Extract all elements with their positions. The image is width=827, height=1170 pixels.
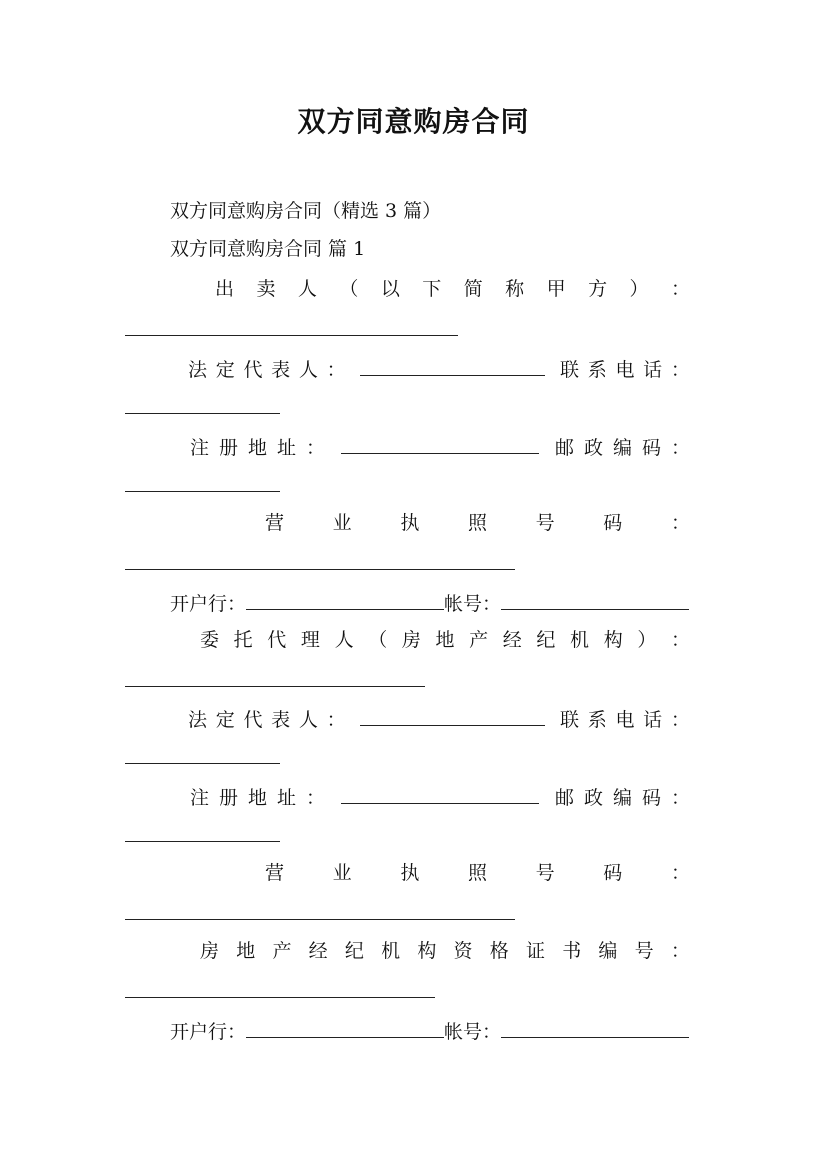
seller-heading [215,280,690,299]
text-char: 机 [381,940,401,962]
text-char: 系 [587,709,607,731]
text-char: 简 [463,278,483,300]
agent-account-blank[interactable] [501,1020,689,1038]
agent-bank-label: 开户行： [170,1021,247,1043]
text-char: ： [670,629,690,651]
text-char: 码 [641,437,661,459]
agent-qualification-blank[interactable] [125,997,435,998]
seller-phone-blank[interactable] [125,413,280,414]
text-char: 表 [271,709,291,731]
text-char: ： [670,787,690,809]
text-char: 号 [535,862,555,884]
agent-heading [200,631,690,650]
text-char: 人 [334,629,354,651]
agent-name-blank[interactable] [125,686,425,687]
text-char: 纪 [536,629,556,651]
text-char: 称 [505,278,525,300]
seller-bank-row [170,592,689,614]
text-char: 号 [634,940,654,962]
document-title: 双方同意购房合同 [297,105,530,138]
agent-bank-row [170,1020,689,1042]
text-char: ： [670,359,690,381]
text-char: 执 [400,862,420,884]
text-char: 话 [643,709,663,731]
text-char: 电 [615,359,635,381]
text-char: 人 [297,278,317,300]
seller-address-row [190,436,690,458]
text-char: 邮 [554,437,574,459]
text-char: 书 [562,940,582,962]
text-char: 电 [615,709,635,731]
text-char: 联 [560,709,580,731]
text-char: （ [368,629,388,651]
seller-postcode-blank[interactable] [125,491,280,492]
text-char: 系 [587,359,607,381]
text-char: 营 [265,862,285,884]
text-char: 法 [188,709,208,731]
text-char: 地 [435,629,455,651]
text-char: 经 [308,940,328,962]
seller-name-blank[interactable] [125,335,458,336]
text-char: 产 [272,940,292,962]
intro-line-1: 双方同意购房合同（精选 3 篇） [170,200,442,222]
text-char: 政 [583,787,603,809]
text-char: 经 [502,629,522,651]
text-char: 托 [233,629,253,651]
agent-qualification-row [200,942,690,961]
text-char: 代 [267,629,287,651]
text-char: 以 [380,278,400,300]
text-char: 构 [603,629,623,651]
text-char: 人 [298,359,318,381]
agent-address-blank[interactable] [341,786,539,804]
text-char: 下 [422,278,442,300]
text-char: 房 [200,940,220,962]
text-char: 代 [243,359,263,381]
seller-legal-rep-row [188,358,690,380]
text-char: ： [670,709,690,731]
text-char: 编 [612,437,632,459]
text-char: 地 [248,787,268,809]
text-char: 房 [401,629,421,651]
text-char: 执 [400,512,420,534]
text-char: 注 [190,437,210,459]
seller-bank-blank[interactable] [246,592,444,610]
text-char: 编 [612,787,632,809]
text-char: 纪 [344,940,364,962]
text-char: 址 [277,437,297,459]
text-char: 地 [236,940,256,962]
text-char: 码 [603,512,623,534]
text-char: 委 [200,629,220,651]
text-char: 机 [570,629,590,651]
text-char: ） [637,629,657,651]
text-char: 号 [535,512,555,534]
agent-address-row [190,786,690,808]
text-char: ： [670,278,690,300]
text-char: 产 [469,629,489,651]
text-char: 照 [467,862,487,884]
agent-legal-rep-row [188,708,690,730]
text-char: ： [326,709,346,731]
agent-account-label: 帐号： [444,1021,502,1043]
text-char: ： [670,862,690,884]
agent-phone-blank[interactable] [125,763,280,764]
seller-address-blank[interactable] [341,436,539,454]
text-char: 出 [215,278,235,300]
intro-line-2: 双方同意购房合同 篇 1 [170,238,366,260]
text-char: ： [670,512,690,534]
text-char: 业 [332,512,352,534]
text-char: 地 [248,437,268,459]
text-char: 业 [332,862,352,884]
agent-postcode-blank[interactable] [125,841,280,842]
text-char: 政 [583,437,603,459]
text-char: 资 [453,940,473,962]
text-char: 证 [525,940,545,962]
text-char: 联 [560,359,580,381]
text-char: 代 [243,709,263,731]
text-char: 册 [219,787,239,809]
text-char: 注 [190,787,210,809]
text-char: 构 [417,940,437,962]
agent-bank-blank[interactable] [246,1020,444,1038]
text-char: ： [326,359,346,381]
text-char: 表 [271,359,291,381]
text-char: 话 [643,359,663,381]
text-char: ： [670,437,690,459]
text-char: 方 [588,278,608,300]
text-char: 码 [603,862,623,884]
text-char: ： [306,787,326,809]
text-char: 卖 [256,278,276,300]
text-char: 营 [265,512,285,534]
text-char: 甲 [546,278,566,300]
text-char: 编 [598,940,618,962]
text-char: 理 [300,629,320,651]
seller-license-row [265,514,690,533]
text-char: 册 [219,437,239,459]
text-char: 照 [467,512,487,534]
text-char: 法 [188,359,208,381]
text-char: （ [339,278,359,300]
text-char: 人 [298,709,318,731]
text-char: 定 [215,359,235,381]
text-char: 定 [215,709,235,731]
text-char: ） [629,278,649,300]
seller-bank-label: 开户行： [170,593,247,615]
agent-legal-rep-blank[interactable] [360,708,545,726]
seller-account-blank[interactable] [501,592,689,610]
text-char: 邮 [554,787,574,809]
seller-legal-rep-blank[interactable] [360,358,545,376]
seller-license-blank[interactable] [125,569,515,570]
text-char: 码 [641,787,661,809]
text-char: 格 [489,940,509,962]
text-char: ： [306,437,326,459]
agent-license-blank[interactable] [125,919,515,920]
agent-license-row [265,864,690,883]
seller-account-label: 帐号： [444,593,502,615]
text-char: 址 [277,787,297,809]
text-char: ： [670,940,690,962]
